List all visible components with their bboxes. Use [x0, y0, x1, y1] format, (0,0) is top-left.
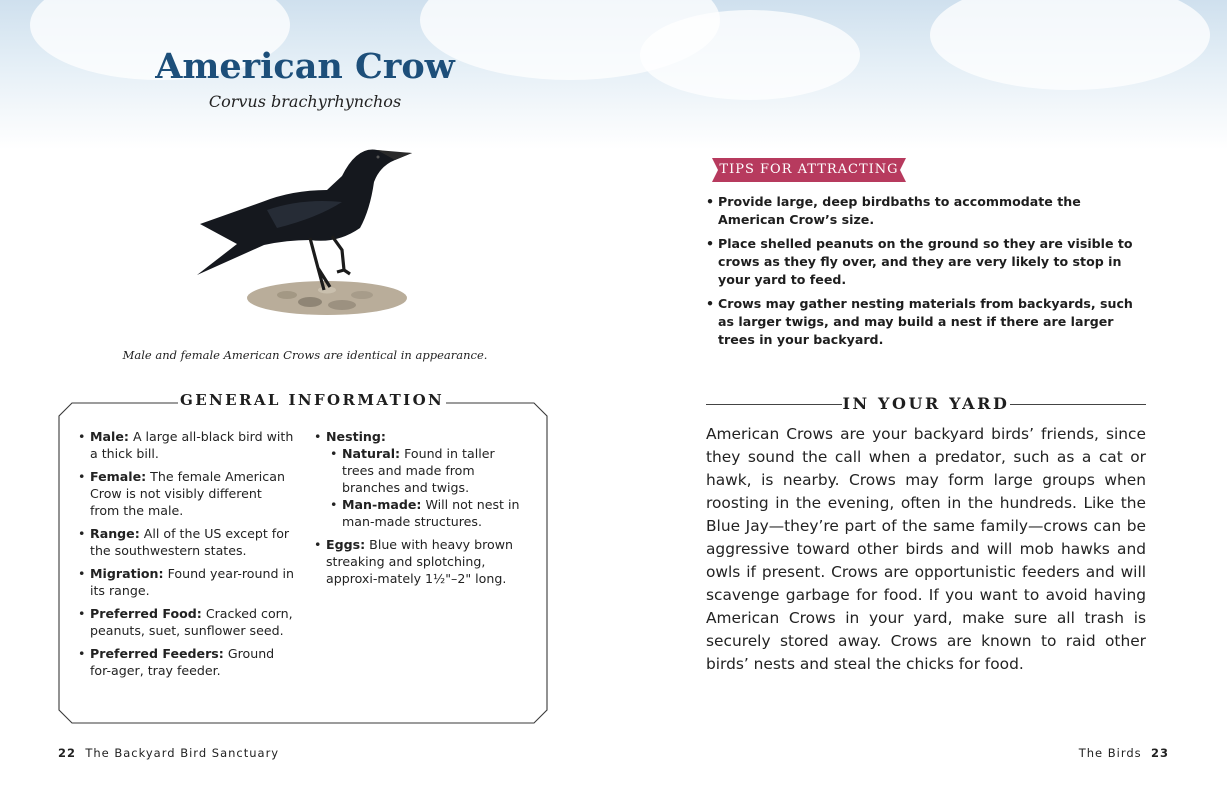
tips-heading: TIPS FOR ATTRACTING — [719, 162, 899, 177]
cloud — [930, 0, 1210, 90]
tip-item: • Crows may gather nesting materials from backyards, such as larger twigs, and may build a nest if there are larger trees in your backyard. — [706, 295, 1146, 349]
fact-nesting-manmade: • Man-made: Will not nest in man-made structures. — [330, 496, 526, 530]
fact-range: • Range: All of the US except for the southwestern states. — [78, 525, 294, 559]
crow-illustration — [192, 140, 412, 325]
left-folio — [58, 746, 279, 760]
tip-item: • Place shelled peanuts on the ground so they are visible to crows as they fly over, and they are very likely to stop in your yard to feed. — [706, 235, 1146, 289]
fact-nesting-natural: • Natural: Found in taller trees and made from branches and twigs. — [330, 445, 526, 496]
page-title: American Crow — [155, 46, 455, 87]
tip-item: • Provide large, deep birdbaths to accommodate the American Crow’s size. — [706, 193, 1146, 229]
illustration-caption: Male and female American Crows are identical in appearance. — [122, 348, 488, 362]
fact-male: • Male: A large all-black bird with a thick bill. — [78, 428, 294, 462]
fact-nesting: • Nesting: • Natural: Found in taller trees and made from branches and twigs. • Man-made: Will not nest in man-made structures. — [314, 428, 526, 530]
fact-preferred-food: • Preferred Food: Cracked corn, peanuts, suet, sunflower seed. — [78, 605, 294, 639]
section-title: The Birds — [1078, 746, 1142, 760]
left-page-number: 22 — [58, 746, 77, 760]
fact-migration: • Migration: Found year-round in its range. — [78, 565, 294, 599]
fact-female: • Female: The female American Crow is not visibly different from the male. — [78, 468, 294, 519]
right-page-number: 23 — [1150, 746, 1169, 760]
general-info-column-1 — [78, 428, 294, 685]
right-folio — [1079, 746, 1169, 760]
cloud — [640, 10, 860, 100]
general-info-heading: GENERAL INFORMATION — [180, 391, 445, 409]
general-info-column-2 — [314, 428, 526, 593]
fact-eggs: • Eggs: Blue with heavy brown streaking and splotching, approxi-mately 1½"–2" long. — [314, 536, 526, 587]
in-your-yard-heading: IN YOUR YARD — [842, 394, 1010, 413]
fact-preferred-feeders: • Preferred Feeders: Ground for-ager, tray feeder. — [78, 645, 294, 679]
in-your-yard-text: American Crows are your backyard birds’ friends, since they sound the call when a predator, such as a cat or hawk, is nearby. Crows may form large groups when roosting in the evening, often in the hundreds. Like the Blue Jay—they’re part of the same family—crows can be aggressive toward other birds and will mob hawks and owls if present. Crows are opportunistic feeders and will scavenge garbage for food. If you want to avoid having American Crows in your yard, make sure all trash is securely stored away. Crows are known to raid other birds’ nests and steal the chicks for food. — [706, 425, 1146, 673]
nesting-sublist — [326, 445, 526, 530]
scientific-name: Corvus brachyrhynchos — [208, 92, 402, 111]
book-title: The Backyard Bird Sanctuary — [85, 746, 280, 760]
tips-list — [706, 193, 1146, 355]
